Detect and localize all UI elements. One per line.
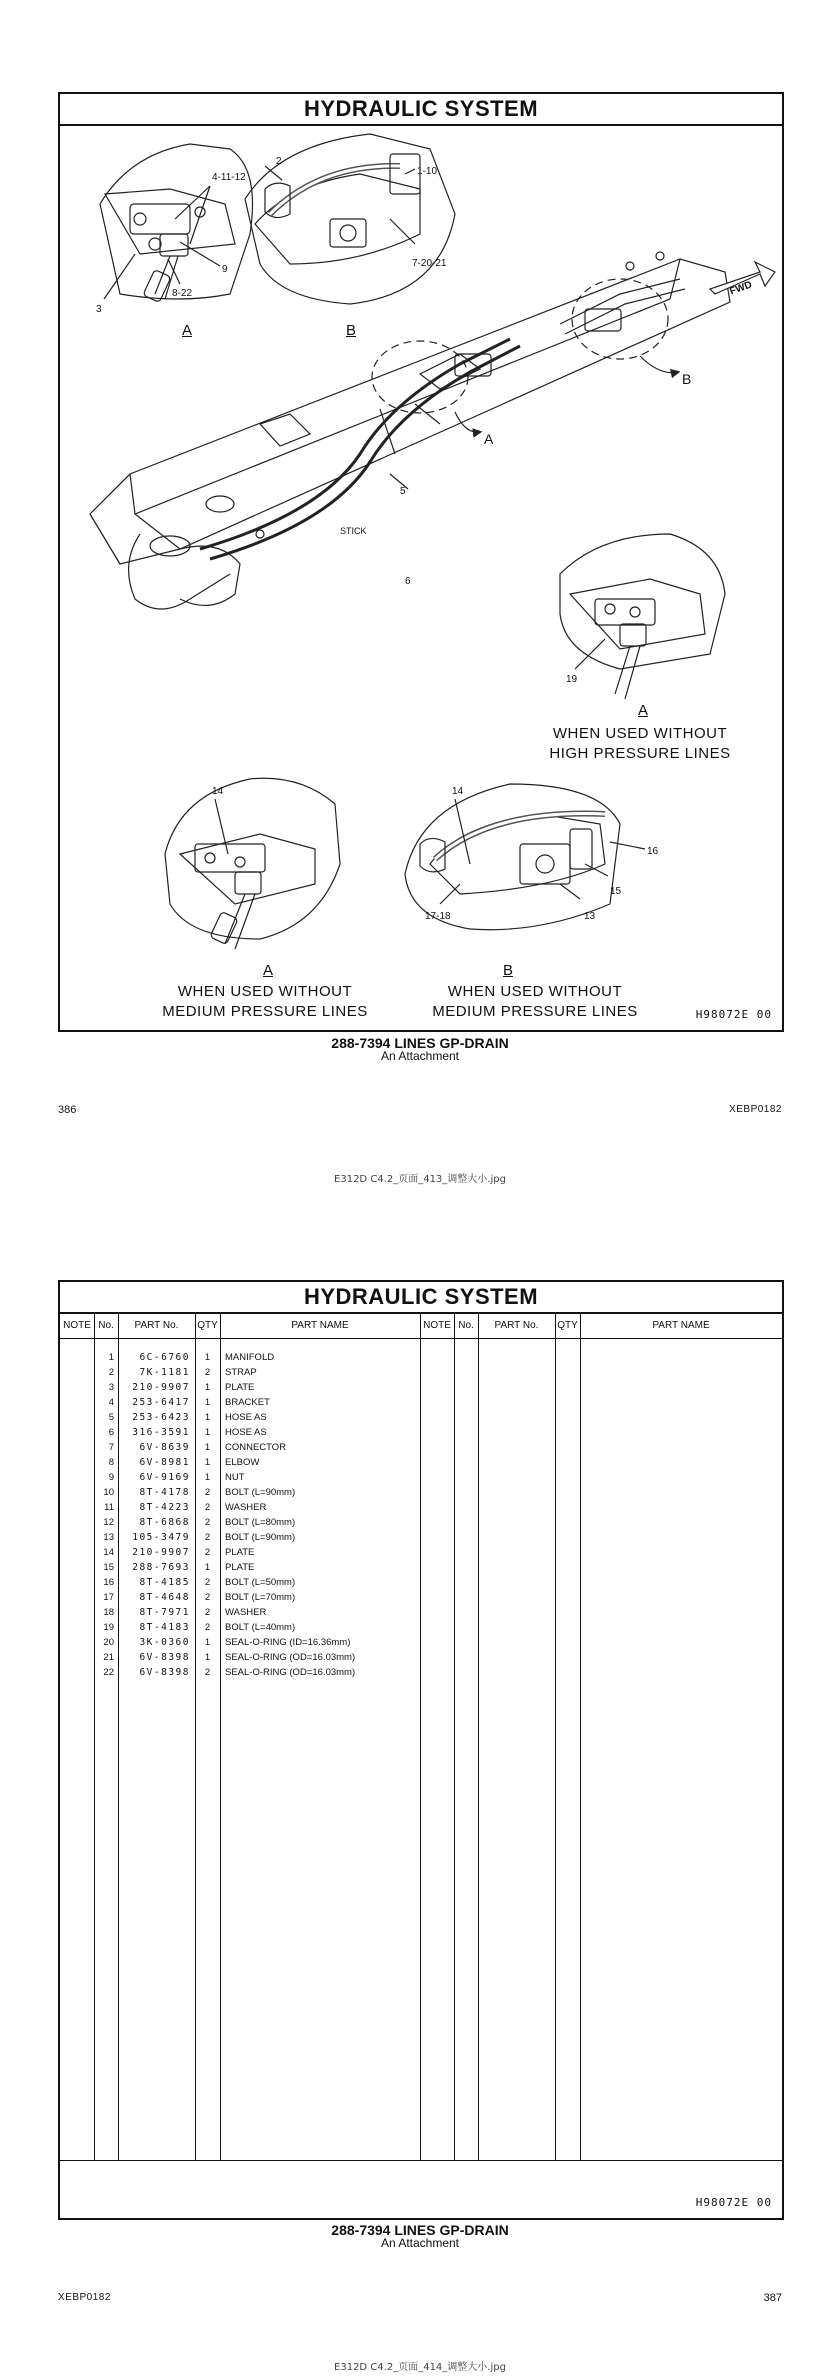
part-number: 8T-6868 (139, 1517, 190, 1528)
part-number: 6V-8398 (139, 1652, 190, 1663)
header-qty: QTY (197, 1320, 218, 1331)
view-label-b: B (503, 962, 514, 979)
part-quantity: 1 (204, 1352, 211, 1363)
part-quantity: 2 (204, 1577, 211, 1588)
detail-b-bottom-right (405, 784, 645, 930)
part-quantity: 1 (204, 1412, 211, 1423)
header-qty-right: QTY (557, 1320, 578, 1331)
column-rule (454, 1314, 455, 2160)
callout: 4-11-12 (212, 172, 246, 183)
part-number-index: 6 (108, 1427, 114, 1438)
part-number: 6V-8639 (139, 1442, 190, 1453)
part-name: BRACKET (225, 1397, 270, 1408)
page-number: 386 (58, 1104, 77, 1116)
header-note-right: NOTE (423, 1320, 451, 1331)
part-number-index: 22 (103, 1667, 114, 1678)
part-number-index: 17 (103, 1592, 114, 1603)
part-quantity: 1 (204, 1382, 211, 1393)
callout: 17-18 (425, 911, 451, 922)
view-b-marker: B (682, 371, 692, 387)
part-number-index: 14 (103, 1547, 114, 1558)
part-number: 7K-1181 (139, 1367, 190, 1378)
callout: 5 (400, 486, 406, 497)
view-label-b: B (346, 322, 357, 339)
header-part-name-right: PART NAME (652, 1320, 710, 1331)
caption-subtitle: An Attachment (380, 2236, 460, 2250)
detail-a-right (560, 534, 725, 699)
part-number-index: 1 (108, 1352, 114, 1363)
part-quantity: 1 (204, 1397, 211, 1408)
part-number: 316-3591 (132, 1427, 190, 1438)
document-id: XEBP0182 (729, 1104, 782, 1115)
part-name: NUT (225, 1472, 245, 1483)
part-quantity: 1 (204, 1472, 211, 1483)
table-row (60, 1410, 420, 1425)
note-medium-pressure-right-2: MEDIUM PRESSURE LINES (432, 1003, 638, 1020)
part-name: HOSE AS (225, 1427, 267, 1438)
note-high-pressure-2: HIGH PRESSURE LINES (549, 745, 731, 762)
drawing-code: H98072E 00 (695, 1008, 772, 1021)
part-name: ELBOW (225, 1457, 260, 1468)
callout: 16 (647, 846, 659, 857)
part-number-index: 16 (103, 1577, 114, 1588)
callout: 1-10 (417, 166, 438, 177)
part-name: SEAL-O-RING (OD=16.03mm) (225, 1652, 356, 1663)
caption-title: 288-7394 LINES GP-DRAIN (331, 2222, 509, 2238)
table-row (60, 1665, 420, 1680)
table-row (60, 1605, 420, 1620)
parts-table (60, 1314, 782, 2218)
header-no: No. (98, 1320, 114, 1331)
part-number-index: 20 (103, 1637, 114, 1648)
part-name: BOLT (L=40mm) (225, 1622, 296, 1633)
part-number-index: 9 (108, 1472, 114, 1483)
header-divider (60, 1338, 782, 1339)
part-number: 8T-4185 (139, 1577, 190, 1588)
exploded-view-drawing (60, 94, 782, 1030)
table-row (60, 1365, 420, 1380)
part-number: 8T-4648 (139, 1592, 190, 1603)
view-label-a: A (638, 702, 649, 719)
part-number: 210-9907 (132, 1382, 190, 1393)
part-quantity: 2 (204, 1487, 211, 1498)
part-name: CONNECTOR (225, 1442, 287, 1453)
part-quantity: 2 (204, 1547, 211, 1558)
part-name: PLATE (225, 1382, 255, 1393)
part-quantity: 2 (204, 1367, 211, 1378)
table-row (60, 1395, 420, 1410)
table-row (60, 1425, 420, 1440)
part-number-index: 2 (108, 1367, 114, 1378)
table-row (60, 1350, 420, 1365)
table-row (60, 1635, 420, 1650)
detail-a-bottom-left (165, 778, 340, 949)
part-number-index: 15 (103, 1562, 114, 1573)
part-quantity: 1 (204, 1652, 211, 1663)
callout: 3 (96, 304, 102, 315)
page-title: HYDRAULIC SYSTEM (60, 94, 782, 126)
callout: 14 (452, 786, 464, 797)
part-number-index: 5 (108, 1412, 114, 1423)
part-number-index: 19 (103, 1622, 114, 1633)
note-medium-pressure-left-1: WHEN USED WITHOUT (177, 983, 353, 1000)
header-part-no-right: PART No. (494, 1320, 539, 1331)
table-row (60, 1380, 420, 1395)
note-high-pressure-1: WHEN USED WITHOUT (552, 725, 728, 742)
callout: 9 (222, 264, 228, 275)
part-number: 6V-8398 (139, 1667, 190, 1678)
part-number: 8T-7971 (139, 1607, 190, 1618)
part-number: 6C-6760 (139, 1352, 190, 1363)
file-caption: E312D C4.2_页面_414_调整大小.jpg (334, 2362, 506, 2373)
drawing-code: H98072E 00 (695, 2196, 772, 2209)
part-quantity: 2 (204, 1607, 211, 1618)
part-name: BOLT (L=70mm) (225, 1592, 296, 1603)
part-number-index: 7 (108, 1442, 114, 1453)
page-number: 387 (763, 2292, 782, 2304)
table-row (60, 1485, 420, 1500)
part-name: MANIFOLD (225, 1352, 275, 1363)
part-name: STRAP (225, 1367, 257, 1378)
fwd-label: FWD (728, 279, 754, 298)
view-label-a: A (263, 962, 274, 979)
table-row (60, 1650, 420, 1665)
view-a-marker: A (484, 431, 494, 447)
table-row (60, 1530, 420, 1545)
part-number-index: 21 (103, 1652, 114, 1663)
part-quantity: 2 (204, 1502, 211, 1513)
part-number: 3K-0360 (139, 1637, 190, 1648)
part-name: SEAL-O-RING (ID=16.36mm) (225, 1637, 351, 1648)
callout: 7-20-21 (412, 258, 447, 269)
callout: 2 (276, 156, 282, 167)
document-id: XEBP0182 (58, 2292, 111, 2303)
column-rule (478, 1314, 479, 2160)
part-quantity: 2 (204, 1622, 211, 1633)
file-caption: E312D C4.2_页面_413_调整大小.jpg (334, 1174, 506, 1185)
detail-a-top-left (100, 144, 253, 302)
part-name: PLATE (225, 1547, 255, 1558)
part-quantity: 2 (204, 1517, 211, 1528)
part-number: 8T-4183 (139, 1622, 190, 1633)
part-name: BOLT (L=90mm) (225, 1532, 296, 1543)
stick-assembly (90, 252, 775, 609)
callout: 19 (566, 674, 578, 685)
table-row (60, 1575, 420, 1590)
view-label-a: A (182, 322, 193, 339)
table-header (60, 1314, 782, 1338)
part-name: SEAL-O-RING (OD=16.03mm) (225, 1667, 356, 1678)
part-number: 6V-8981 (139, 1457, 190, 1468)
table-row (60, 1620, 420, 1635)
table-row (60, 1590, 420, 1605)
part-name: WASHER (225, 1502, 267, 1513)
part-number-index: 3 (108, 1382, 114, 1393)
part-number-index: 10 (103, 1487, 114, 1498)
header-note: NOTE (63, 1320, 91, 1331)
stick-label: STICK (340, 526, 367, 536)
part-name: BOLT (L=80mm) (225, 1517, 296, 1528)
part-quantity: 1 (204, 1427, 211, 1438)
caption-subtitle: An Attachment (380, 1049, 460, 1063)
table-row (60, 1440, 420, 1455)
part-quantity: 2 (204, 1532, 211, 1543)
part-number: 105-3479 (132, 1532, 190, 1543)
note-medium-pressure-right-1: WHEN USED WITHOUT (447, 983, 623, 1000)
part-number-index: 12 (103, 1517, 114, 1528)
part-number: 253-6423 (132, 1412, 190, 1423)
part-name: PLATE (225, 1562, 255, 1573)
header-no-right: No. (458, 1320, 474, 1331)
note-medium-pressure-left-2: MEDIUM PRESSURE LINES (162, 1003, 368, 1020)
header-part-no: PART No. (134, 1320, 179, 1331)
table-row (60, 1515, 420, 1530)
part-quantity: 1 (204, 1562, 211, 1573)
callout: 13 (584, 911, 596, 922)
part-name: BOLT (L=50mm) (225, 1577, 296, 1588)
callout: 15 (610, 886, 622, 897)
part-number-index: 8 (108, 1457, 114, 1468)
part-number: 8T-4223 (139, 1502, 190, 1513)
part-quantity: 1 (204, 1457, 211, 1468)
part-number: 288-7693 (132, 1562, 190, 1573)
caption-title: 288-7394 LINES GP-DRAIN (331, 1035, 509, 1051)
column-rule (580, 1314, 581, 2160)
part-quantity: 2 (204, 1592, 211, 1603)
part-number: 8T-4178 (139, 1487, 190, 1498)
illustration-frame (58, 92, 784, 1032)
part-number: 210-9907 (132, 1547, 190, 1558)
parts-list-frame (58, 1280, 784, 2220)
header-part-name: PART NAME (291, 1320, 349, 1331)
table-row (60, 1500, 420, 1515)
part-number-index: 18 (103, 1607, 114, 1618)
column-rule (555, 1314, 556, 2160)
part-number: 6V-9169 (139, 1472, 190, 1483)
table-row (60, 1560, 420, 1575)
part-number: 253-6417 (132, 1397, 190, 1408)
part-number-index: 13 (103, 1532, 114, 1543)
table-row (60, 1470, 420, 1485)
callout: 6 (405, 576, 411, 587)
part-number-index: 4 (108, 1397, 114, 1408)
part-quantity: 2 (204, 1667, 211, 1678)
part-quantity: 1 (204, 1442, 211, 1453)
table-bottom-rule (60, 2160, 782, 2161)
part-name: BOLT (L=90mm) (225, 1487, 296, 1498)
callout: 14 (212, 786, 224, 797)
page-title: HYDRAULIC SYSTEM (60, 1282, 782, 1314)
part-name: WASHER (225, 1607, 267, 1618)
part-number-index: 11 (104, 1502, 114, 1513)
part-quantity: 1 (204, 1637, 211, 1648)
part-name: HOSE AS (225, 1412, 267, 1423)
callout: 8-22 (172, 288, 193, 299)
table-row (60, 1545, 420, 1560)
table-row (60, 1455, 420, 1470)
